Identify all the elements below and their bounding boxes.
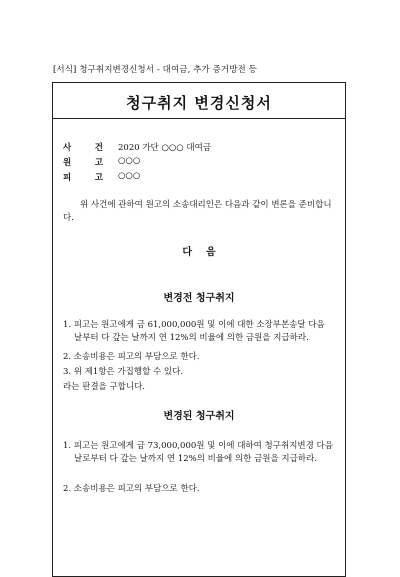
defendant-label: 피 고 bbox=[63, 173, 103, 183]
document-caption: [서식] 청구취지변경신청서 - 대여금, 추가 증거방전 등 bbox=[53, 65, 257, 75]
case-label: 사 건 bbox=[63, 143, 103, 153]
document-title: 청구취지 변경신청서 bbox=[126, 94, 272, 112]
before-closing: 라는 판결을 구합니다. bbox=[63, 382, 146, 392]
intro-paragraph: 위 사건에 관하여 원고의 소송대리인은 다음과 같이 변론을 준비합니다. bbox=[63, 200, 332, 223]
before-item-1: 1. 피고는 원고에게 금 61,000,000원 및 이에 대한 소장부본송달 다음 날부터 다 갚는 날까지 연 12%의 비율에 의한 금원을 지급하라. bbox=[63, 320, 325, 343]
petition-form bbox=[52, 82, 346, 577]
before-item-2: 2. 소송비용은 피고의 부담으로 한다. bbox=[63, 352, 200, 362]
before-heading: 변경전 청구취지 bbox=[163, 293, 235, 304]
daum-heading: 다음 bbox=[182, 247, 230, 258]
after-item-1: 1. 피고는 원고에게 금 73,000,000원 및 이에 대하여 청구취지변경 다음 날로부터 다 갚는 날까지 연 12%의 비율에 의한 금원을 지급하라. bbox=[63, 441, 333, 464]
case-value: 2020 가단 ○○○ 대여금 bbox=[118, 143, 212, 153]
plaintiff-value: ○○○ bbox=[118, 156, 141, 166]
after-item-2: 2. 소송비용은 피고의 부담으로 한다. bbox=[63, 484, 200, 494]
before-item-3: 3. 위 제1항은 가집행할 수 있다. bbox=[63, 367, 184, 377]
defendant-value: ○○○ bbox=[118, 171, 141, 181]
after-heading: 변경된 청구취지 bbox=[163, 411, 235, 422]
title-divider bbox=[53, 118, 345, 119]
plaintiff-label: 원 고 bbox=[63, 158, 103, 168]
